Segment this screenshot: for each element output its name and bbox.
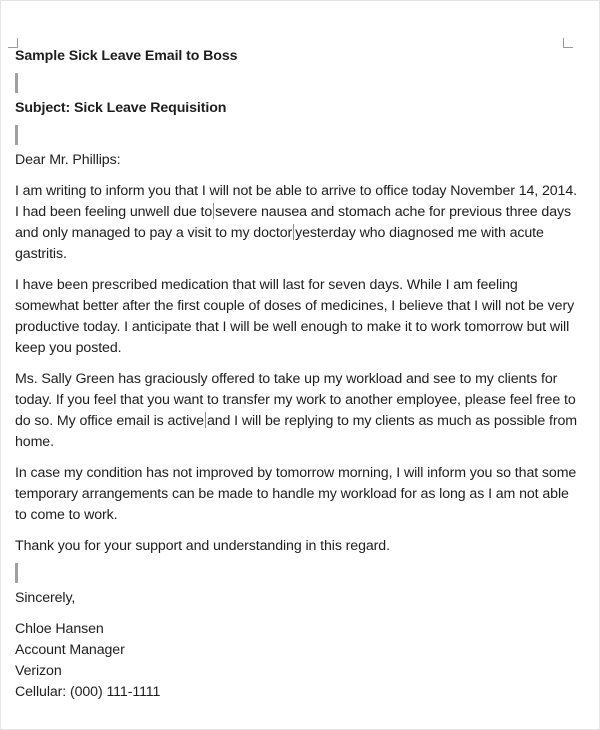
empty-line [15, 73, 580, 94]
paragraph-1-part-b: severe nausea and stomach ache for previous three days and only managed to pay a visit to my doctor [15, 204, 571, 241]
paragraph-2: I have been prescribed medication that will last for seven days. While I am feeling somewhat better after the first couple of doses of medicines, I believe that I will not be very productive today. I anticipate that I will be well enough to make it to work tomorrow but will keep you posted. [15, 277, 575, 356]
edit-marker-icon [293, 224, 294, 240]
empty-line [15, 563, 580, 584]
closing: Sincerely, [15, 590, 76, 606]
empty-line [15, 125, 580, 146]
text-cursor-icon [15, 125, 18, 145]
paragraph-4: In case my condition has not improved by tomorrow morning, I will inform you so that some temporary arrangements can be made to handle my workload for as long as I am not able to come to work. [15, 465, 577, 523]
signature-company: Verizon [15, 663, 62, 679]
document-body[interactable] [15, 46, 580, 703]
paragraph-1 [15, 181, 580, 265]
paragraph-5: Thank you for your support and understanding in this regard. [15, 538, 390, 554]
paragraph-1-part-c: yesterday who diagnosed me with acute gastritis. [15, 225, 544, 262]
paragraph-3-part-a: Ms. Sally Green has graciously offered to take up my workload and see to my clients for today. If you feel that you want to transfer my work to another employee, please feel free to do so. My office email is active [15, 371, 576, 429]
salutation: Dear Mr. Phillips: [15, 152, 121, 168]
paragraph-1-part-a: I am writing to inform you that I will not be able to arrive to office today November 14, 2014. I had been feeling unwell due to [15, 183, 577, 220]
edit-marker-icon [205, 412, 206, 428]
document-title: Sample Sick Leave Email to Boss [15, 48, 238, 64]
signature-phone: Cellular: (000) 111-1111 [15, 684, 161, 700]
text-cursor-icon [15, 563, 18, 583]
email-subject: Subject: Sick Leave Requisition [15, 100, 227, 116]
paragraph-3-part-b: and I will be replying to my clients as much as possible from home. [15, 413, 577, 450]
paragraph-3 [15, 369, 580, 453]
signature-title: Account Manager [15, 642, 125, 658]
text-cursor-icon [15, 73, 18, 93]
signature-name: Chloe Hansen [15, 621, 104, 637]
